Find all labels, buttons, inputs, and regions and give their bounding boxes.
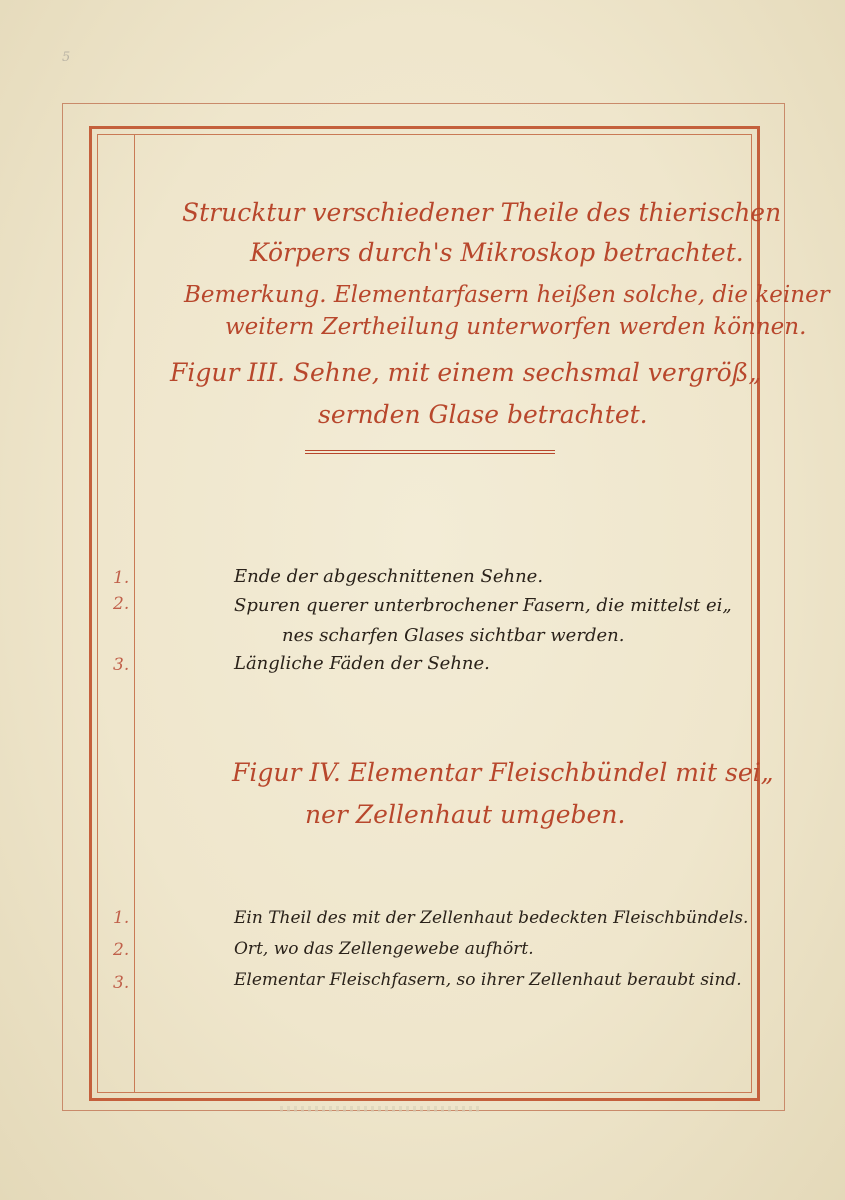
fig3-item-1-text: Ende der abgeschnittenen Sehne. <box>234 566 544 587</box>
fig4-item-1-number: 1. <box>113 908 130 928</box>
remark-line-1: Bemerkung. Elementarfasern heißen solche, die keiner <box>184 282 830 308</box>
fig3-item-2-text-line-2: nes scharfen Glases sichtbar werden. <box>282 625 625 646</box>
fig4-item-1-text: Ein Theil des mit der Zellenhaut bedeckten Fleischbündels. <box>234 908 749 928</box>
fig3-item-2-number: 2. <box>113 594 130 614</box>
fig3-item-2-text-line-1: Spuren querer unterbrochener Fasern, die mittelst ei„ <box>234 595 732 616</box>
margin-rule <box>134 134 135 1093</box>
pencil-note: 5 <box>62 50 73 65</box>
figure4-heading-line-2: ner Zellenhaut umgeben. <box>305 800 626 829</box>
figure3-heading-line-2: sernden Glase betrachtet. <box>318 400 648 429</box>
title-line-2: Körpers durch's Mikroskop betrachtet. <box>250 238 744 267</box>
remark-line-2: weitern Zertheilung unterworfen werden können. <box>225 314 807 340</box>
figure4-heading-line-1: Figur IV. Elementar Fleischbündel mit sei„ <box>232 758 774 787</box>
faint-stain <box>280 1106 480 1112</box>
fig4-item-2-text: Ort, wo das Zellengewebe aufhört. <box>234 939 534 959</box>
fig4-item-3-text: Elementar Fleischfasern, so ihrer Zellenhaut beraubt sind. <box>234 970 742 990</box>
fig4-item-3-number: 3. <box>113 973 130 993</box>
title-underline <box>305 450 555 454</box>
fig3-item-3-number: 3. <box>113 655 130 675</box>
title-line-1: Strucktur verschiedener Theile des thierischen <box>182 198 782 227</box>
fig3-item-3-text: Längliche Fäden der Sehne. <box>234 653 490 674</box>
figure3-heading-line-1: Figur III. Sehne, mit einem sechsmal vergröß„ <box>170 358 762 387</box>
fig4-item-2-number: 2. <box>113 940 130 960</box>
fig3-item-1-number: 1. <box>113 568 130 588</box>
